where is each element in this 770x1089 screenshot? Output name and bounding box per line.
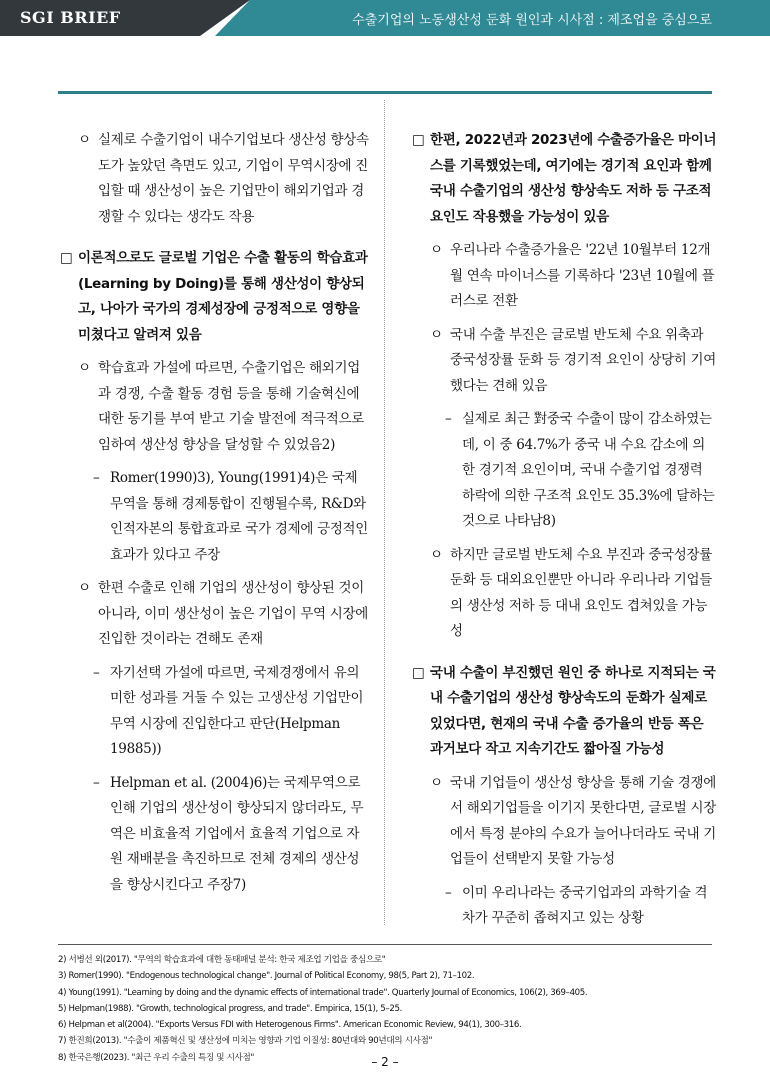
section-heading (412, 128, 717, 230)
report-title: 수출기업의 노동생산성 둔화 원인과 시사점 : 제조업을 중심으로 (352, 13, 712, 28)
footnote: 8) 한국은행(2023). "최근 우리 수출의 특징 및 시사점" (58, 1052, 255, 1063)
right-column (412, 128, 717, 940)
page-header (0, 0, 770, 36)
footnote: 6) Helpman et al(2004). "Exports Versus FDI with Heterogenous Firms". American Economic Review, 94(1), 300–316. (58, 1020, 522, 1031)
footnote: 5) Helpman(1988). "Growth, technological progress, and trade". Empirica, 15(1), 5–25. (58, 1003, 402, 1014)
dash-bullet-icon: – (93, 470, 100, 486)
footnote: 7) 한진희(2013). "수출이 제품혁신 및 생산성에 미치는 영향과 기업 이질성: 80년대와 90년대의 시사점" (58, 1036, 433, 1047)
dash-bullet-icon: – (93, 774, 100, 791)
column-divider (384, 100, 385, 925)
footnotes (58, 952, 587, 1066)
bullet-text: 국내 기업들이 생산성 향상을 통해 기술 경쟁에서 해외기업들을 이기지 못한다면, 글로벌 시장에서 특정 분야의 수요가 늘어나더라도 국내 기업들이 선택받지 못할 가능성 (450, 774, 717, 867)
circle-bullet-icon: ㅇ (430, 546, 443, 563)
bullet-item (412, 238, 717, 315)
dash-bullet-icon: – (445, 411, 452, 427)
heading-text: 한편, 2022년과 2023년에 수출증가율은 마이너스를 기록했었는데, 여기에는 경기적 요인과 함께 국내 수출기업의 생산성 향상속도 저하 등 구조적 요인도 작용했을 가능성이 있음 (430, 132, 717, 225)
page-number: – 2 – (371, 1055, 399, 1069)
square-bullet-icon: □ (412, 664, 425, 681)
bullet-item (412, 771, 717, 873)
heading-text: 이론적으로도 글로벌 기업은 수출 활동의 학습효과(Learning by Doing)를 통해 생산성이 향상되고, 나아가 국가의 경제성장에 긍정적으로 영향을 미쳤다고 알려져 있음 (78, 250, 368, 343)
square-bullet-icon: □ (412, 132, 425, 148)
circle-bullet-icon: ㅇ (430, 326, 443, 343)
bullet-text: 국내 수출 부진은 글로벌 반도체 수요 위축과 중국성장률 둔화 등 경기적 요인이 상당히 기여했다는 견해 있음 (450, 326, 717, 394)
brand-label: SGI BRIEF (20, 8, 121, 27)
footnote: 4) Young(1991). "Learning by doing and the dynamic effects of international trade". Quarterly Journal of Economics, 106(2), 369–405. (58, 987, 588, 998)
circle-bullet-icon: ㅇ (78, 132, 91, 148)
footnote: 2) 서병선 외(2017). "무역의 학습효과에 대한 동태패널 분석: 한국 제조업 기업을 중심으로" (58, 955, 386, 965)
dash-item (60, 771, 370, 899)
dash-text: Helpman et al. (2004)6)는 국제무역으로 인해 기업의 생산성이 향상되지 않더라도, 무역은 비효율적 기업에서 효율적 기업으로 자원 재배분을 촉진하므로 전체 경제의 생산성을 향상시킨다고 주장7) (110, 774, 364, 893)
dash-item (412, 881, 717, 932)
bullet-text: 한편 수출로 인해 기업의 생산성이 향상된 것이 아니라, 이미 생산성이 높은 기업이 무역 시장에 진입한 것이라는 견해도 존재 (98, 580, 369, 647)
bullet-item (60, 128, 370, 230)
section-heading (412, 661, 717, 763)
heading-text: 국내 수출이 부진했던 원인 중 하나로 지적되는 국내 수출기업의 생산성 향상속도의 둔화가 실제로 있었다면, 현재의 국내 수출 증가율의 반등 폭은 과거보다 작고 지속기간도 짧아질 가능성 (430, 664, 716, 757)
footnote: 3) Romer(1990). "Endogenous technological change". Journal of Political Economy, 98(5, Part 2), 71–102. (58, 971, 475, 982)
dash-text: Romer(1990)3), Young(1991)4)은 국제무역을 통해 경제통합이 진행될수록, R&D와 인적자본의 통합효과로 국가 경제에 긍정적인 효과가 있다고 주장 (110, 470, 369, 563)
left-column (60, 128, 370, 906)
bullet-text: 실제로 수출기업이 내수기업보다 생산성 향상속도가 높았던 측면도 있고, 기업이 무역시장에 진입할 때 생산성이 높은 기업만이 해외기업과 경쟁할 수 있다는 생각도 작용 (98, 132, 369, 225)
bullet-item (60, 356, 370, 458)
dash-item (60, 466, 370, 568)
dash-item (412, 407, 717, 535)
circle-bullet-icon: ㅇ (430, 242, 443, 258)
dash-bullet-icon: – (93, 664, 100, 681)
circle-bullet-icon: ㅇ (78, 580, 91, 596)
top-rule (58, 91, 712, 94)
dash-item (60, 661, 370, 763)
circle-bullet-icon: ㅇ (78, 360, 91, 376)
square-bullet-icon: □ (60, 250, 73, 266)
bullet-item (412, 323, 717, 400)
bullet-item (60, 576, 370, 653)
dash-text: 이미 우리나라는 중국기업과의 과학기술 격차가 꾸준히 좁혀지고 있는 상황 (462, 884, 708, 926)
bullet-text: 학습효과 가설에 따르면, 수출기업은 해외기업과 경쟁, 수출 활동 경험 등을 통해 기술혁신에 대한 동기를 부여 받고 기술 발전에 적극적으로 임하여 생산성 향상을 달성할 수 있었음2) (98, 360, 365, 453)
section-heading (60, 246, 370, 348)
bullet-item (412, 543, 717, 645)
bullet-text: 하지만 글로벌 반도체 수요 부진과 중국성장률 둔화 등 대외요인뿐만 아니라 우리나라 기업들의 생산성 저하 등 대내 요인도 겹쳐있을 가능성 (450, 546, 713, 639)
footnote-rule (58, 944, 712, 945)
dash-bullet-icon: – (445, 884, 452, 901)
dash-text: 실제로 최근 對중국 수출이 많이 감소하였는데, 이 중 64.7%가 중국 내 수요 감소에 의한 경기적 요인이며, 국내 수출기업 경쟁력 하락에 의한 구조적 요인도 35.3%에 달하는 것으로 나타남8) (462, 411, 715, 529)
dash-text: 자기선택 가설에 따르면, 국제경쟁에서 유의미한 성과를 거둘 수 있는 고생산성 기업만이 무역 시장에 진입한다고 판단(Helpman 19885)) (110, 664, 364, 757)
bullet-text: 우리나라 수출증가율은 '22년 10월부터 12개월 연속 마이너스를 기록하다 '23년 10월에 플러스로 전환 (450, 242, 715, 309)
circle-bullet-icon: ㅇ (430, 774, 443, 791)
